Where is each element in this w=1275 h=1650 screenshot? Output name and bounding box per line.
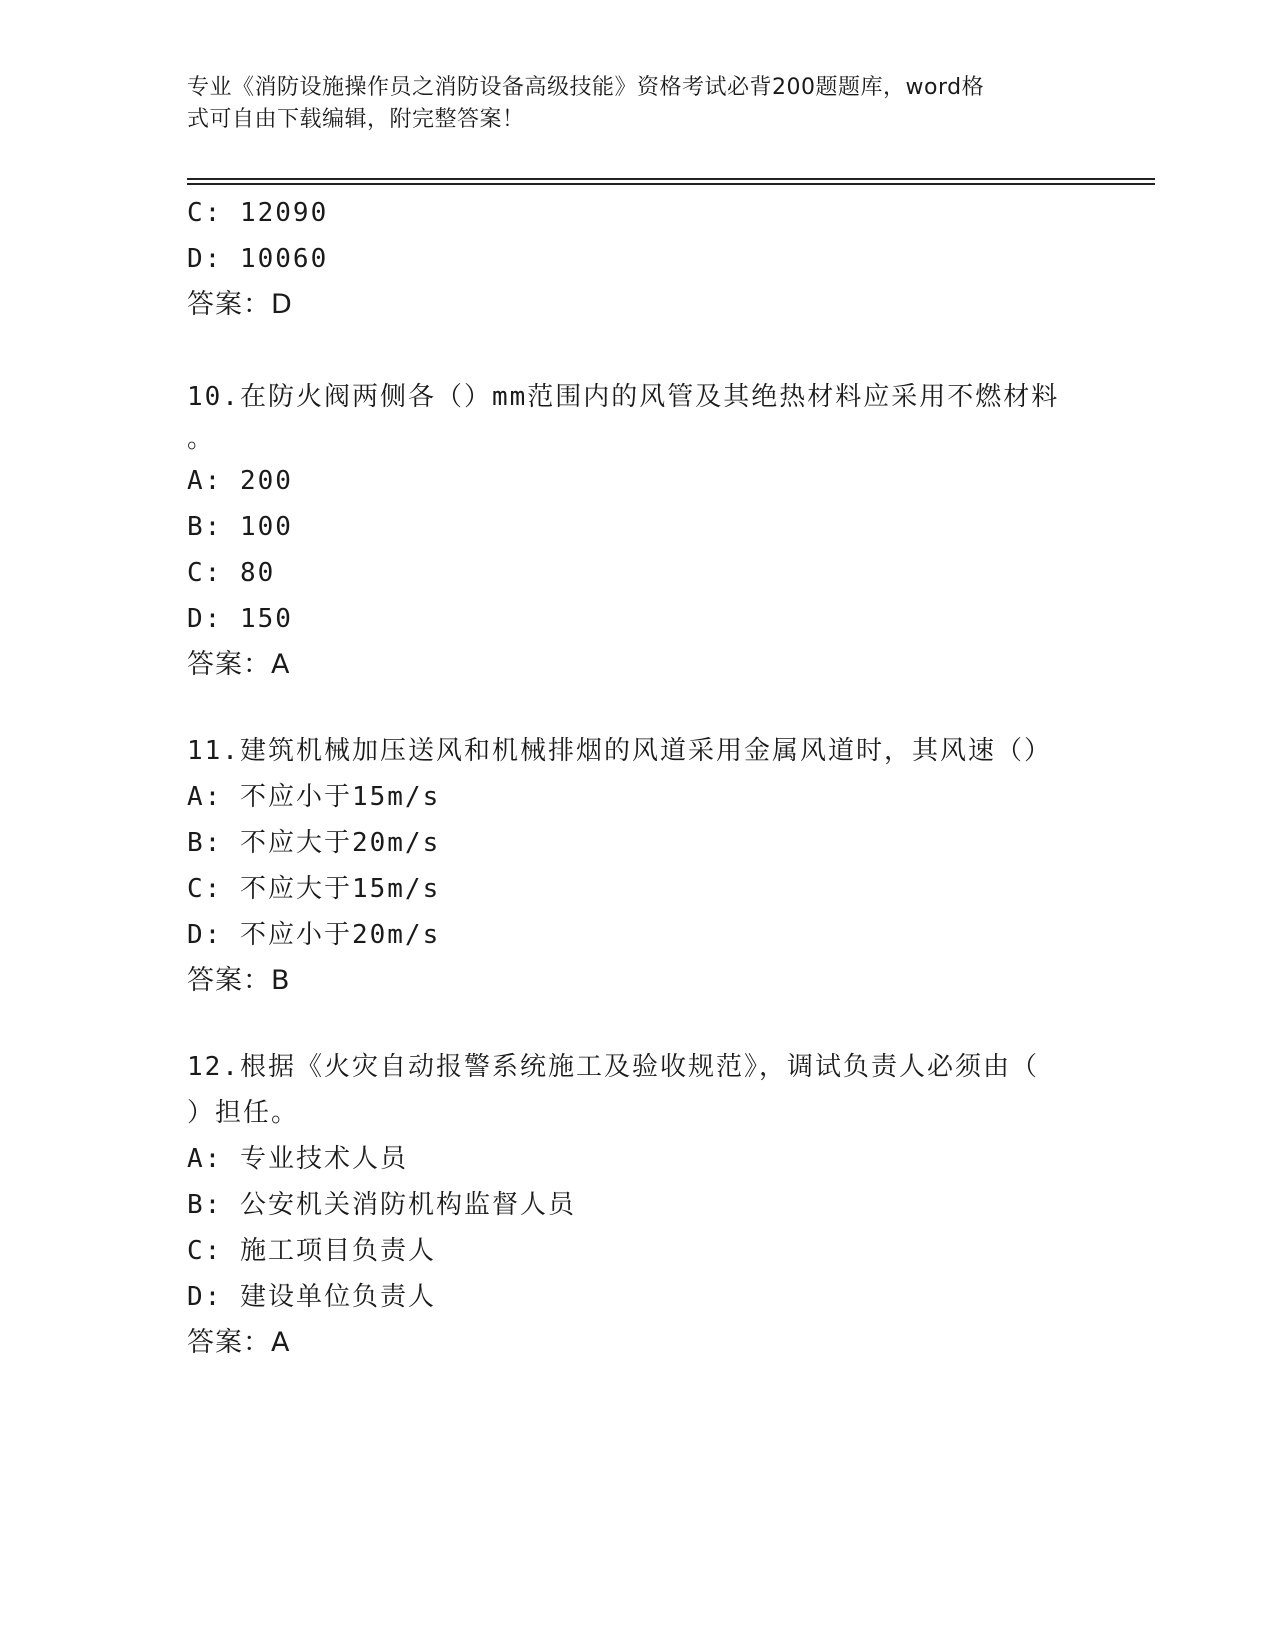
question-stem: 12.根据《火灾自动报警系统施工及验收规范》，调试负责人必须由（ — [187, 1052, 1039, 1082]
header-line-2: 式可自由下载编辑，附完整答案！ — [187, 107, 525, 132]
option-c: C: 12090 — [187, 198, 329, 228]
option-a: A: 不应小于15m/s — [187, 782, 441, 812]
header-divider-bottom — [187, 183, 1155, 185]
header-divider-top — [187, 178, 1155, 180]
option-b: B: 100 — [187, 512, 293, 542]
question-10 — [187, 374, 1087, 688]
option-d: D: 不应小于20m/s — [187, 920, 441, 950]
option-d: D: 建设单位负责人 — [187, 1282, 436, 1312]
option-d: D: 10060 — [187, 244, 329, 274]
spacer — [187, 328, 1087, 374]
question-12 — [187, 1044, 1087, 1366]
question-stem: 10.在防火阀两侧各（）mm范围内的风管及其绝热材料应采用不燃材料 — [187, 382, 1060, 412]
question-11 — [187, 728, 1087, 1004]
header-line-1: 专业《消防设施操作员之消防设备高级技能》资格考试必背200题题库，word格 — [187, 75, 985, 100]
option-d: D: 150 — [187, 604, 293, 634]
question-stem-continued: ）担任。 — [187, 1098, 300, 1128]
option-a: A: 专业技术人员 — [187, 1144, 408, 1174]
document-header — [187, 72, 1067, 136]
answer-line: 答案：A — [187, 1327, 291, 1358]
question-stem-continued: 。 — [187, 424, 216, 454]
option-c: C: 施工项目负责人 — [187, 1236, 436, 1266]
option-c: C: 不应大于15m/s — [187, 874, 441, 904]
option-b: B: 公安机关消防机构监督人员 — [187, 1190, 576, 1220]
option-c: C: 80 — [187, 558, 276, 588]
answer-line: 答案：B — [187, 965, 291, 996]
spacer — [187, 688, 1087, 728]
option-a: A: 200 — [187, 466, 293, 496]
option-b: B: 不应大于20m/s — [187, 828, 441, 858]
question-stem: 11.建筑机械加压送风和机械排烟的风道采用金属风道时，其风速（） — [187, 736, 1052, 766]
question-list — [187, 190, 1087, 1366]
spacer — [187, 1004, 1087, 1044]
question-9-tail — [187, 190, 1087, 328]
answer-line: 答案：A — [187, 649, 291, 680]
answer-line: 答案：D — [187, 289, 293, 320]
